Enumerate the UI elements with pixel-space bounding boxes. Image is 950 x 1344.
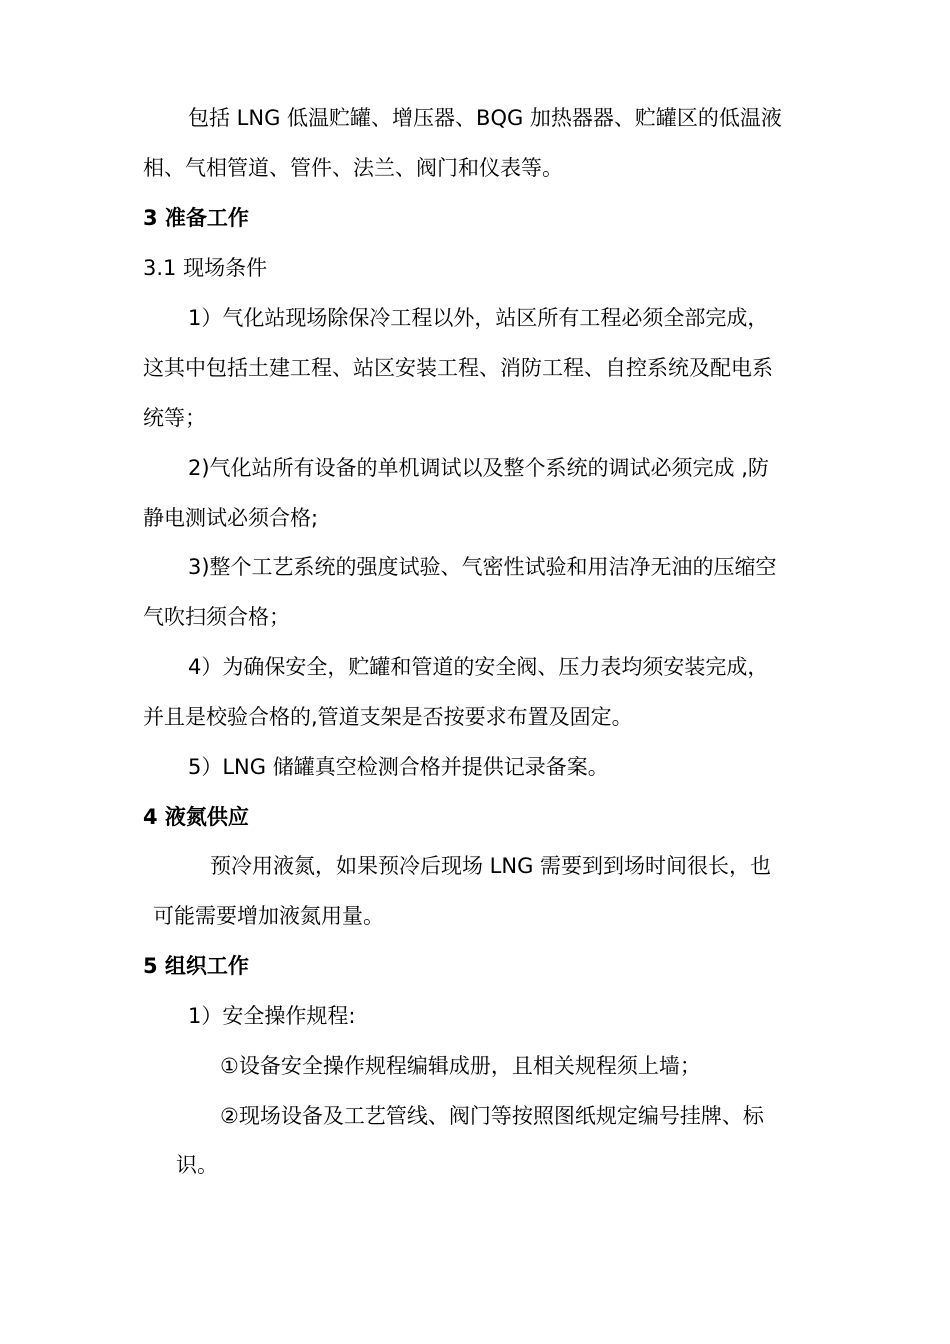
item-3-line-1: 3)整个工艺系统的强度试验、气密性试验和用洁净无油的压缩空 <box>188 555 777 579</box>
section-5-sub-item-2-line-1: ②现场设备及工艺管线、阀门等按照图纸规定编号挂牌、标 <box>220 1104 764 1128</box>
section-3-heading: 3 准备工作 <box>143 206 249 230</box>
section-5-item-1: 1）安全操作规程: <box>188 1004 356 1028</box>
section-5-heading: 5 组织工作 <box>143 954 249 978</box>
item-4-line-1: 4）为确保安全，贮罐和管道的安全阀、压力表均须安装完成， <box>188 655 769 679</box>
item-4-line-2: 并且是校验合格的,管道支架是否按要求布置及固定。 <box>143 705 633 729</box>
item-3-line-2: 气吹扫须合格； <box>143 605 290 629</box>
section-5-sub-item-2-line-2: 识。 <box>176 1153 218 1177</box>
intro-line-2: 相、气相管道、管件、法兰、阀门和仪表等。 <box>143 156 563 180</box>
section-4-body-line-1: 预冷用液氮，如果预冷后现场 LNG 需要到到场时间很长，也 <box>210 854 772 878</box>
item-1-line-2: 这其中包括土建工程、站区安装工程、消防工程、自控系统及配电系 <box>143 356 773 380</box>
intro-line-1: 包括 LNG 低温贮罐、增压器、BQG 加热器器、贮罐区的低温液 <box>188 106 782 130</box>
item-5-line-1: 5）LNG 储罐真空检测合格并提供记录备案。 <box>188 755 609 779</box>
section-4-body-line-2: 可能需要增加液氮用量。 <box>153 904 384 928</box>
section-4-heading: 4 液氮供应 <box>143 805 249 829</box>
item-1-line-3: 统等； <box>143 406 206 430</box>
item-2-line-2: 静电测试必须合格; <box>143 506 319 530</box>
section-5-sub-item-1: ①设备安全操作规程编辑成册，且相关规程须上墙； <box>220 1054 701 1078</box>
item-1-line-1: 1）气化站现场除保冷工程以外，站区所有工程必须全部完成， <box>188 306 769 330</box>
subsection-3-1-heading: 3.1 现场条件 <box>143 256 268 280</box>
item-2-line-1: 2)气化站所有设备的单机调试以及整个系统的调试必须完成 ,防 <box>188 456 769 480</box>
